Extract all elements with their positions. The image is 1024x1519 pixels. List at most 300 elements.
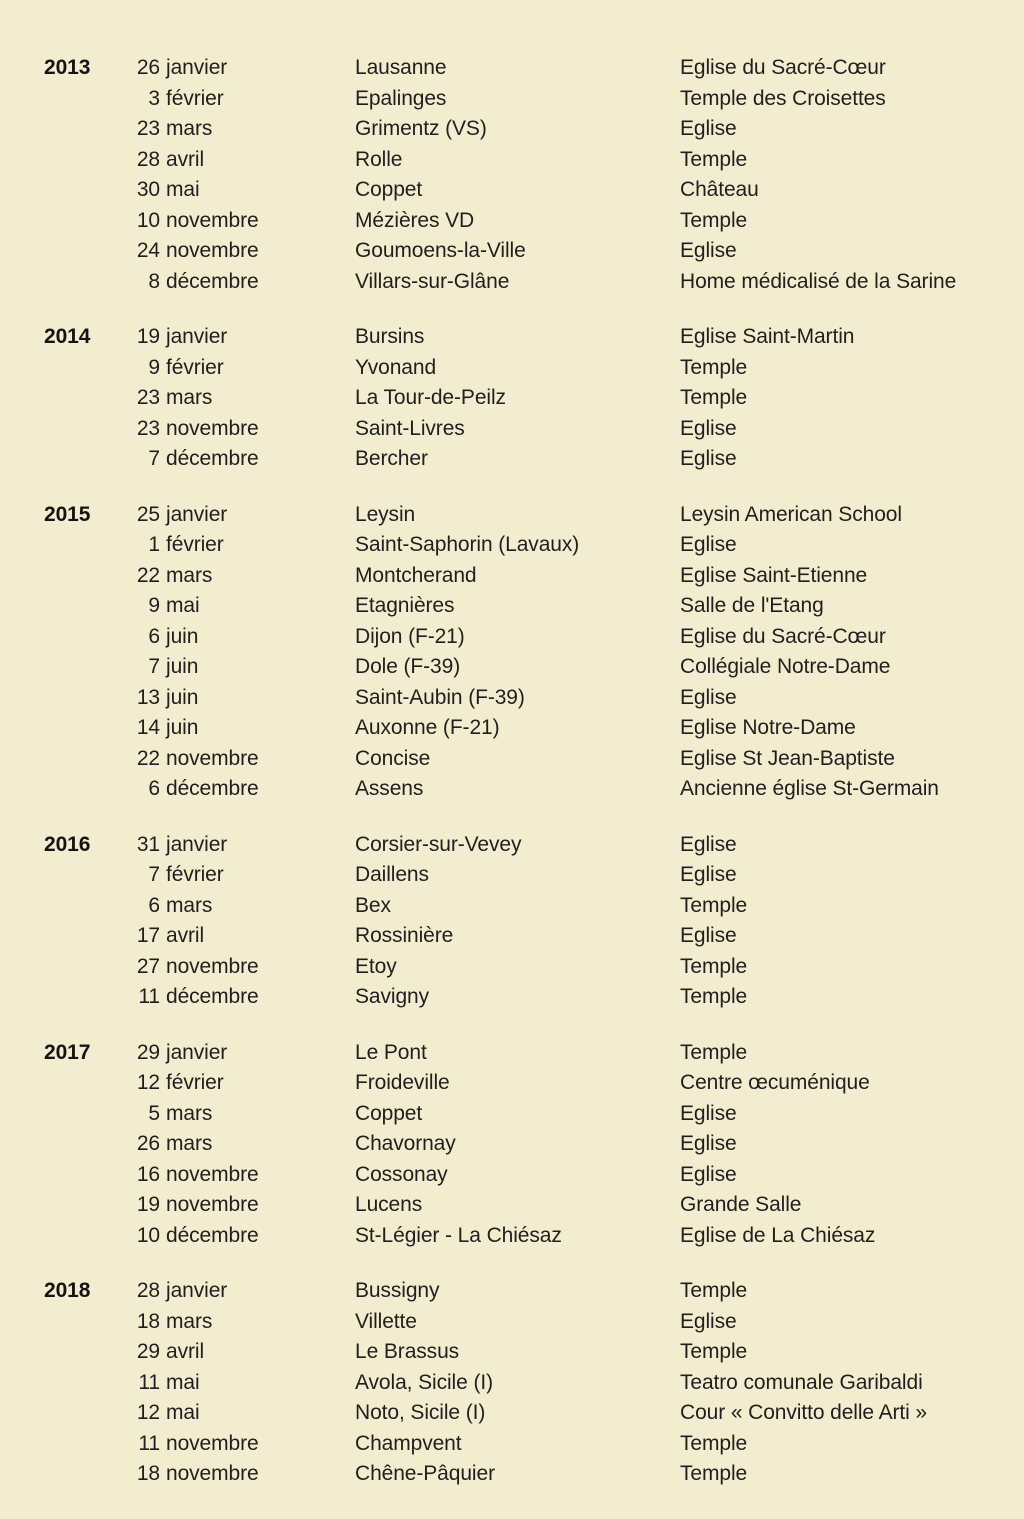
year-label	[44, 921, 133, 952]
event-venue: Eglise	[680, 1132, 737, 1155]
event-venue: Eglise du Sacré-Cœur	[680, 56, 886, 79]
year-label	[44, 414, 133, 445]
event-day: 9	[148, 594, 160, 617]
event-venue: Eglise Saint-Martin	[680, 325, 855, 348]
event-day: 9	[148, 355, 160, 379]
event-place: Assens	[355, 777, 424, 800]
event-month: juin	[166, 655, 199, 678]
event-place: Savigny	[355, 985, 430, 1008]
event-venue: Temple	[680, 1340, 748, 1363]
event-month: décembre	[166, 447, 259, 470]
schedule-row	[44, 1129, 1004, 1160]
event-month: novembre	[166, 1162, 259, 1186]
event-venue: Eglise Saint-Etienne	[680, 563, 868, 587]
year-label	[44, 683, 133, 714]
event-place: Concise	[355, 746, 431, 770]
event-venue: Temple	[680, 386, 748, 409]
event-date	[133, 713, 355, 744]
event-date	[133, 1368, 355, 1399]
event-venue: Temple	[680, 893, 748, 917]
event-place: Coppet	[355, 1101, 423, 1125]
schedule-row	[44, 383, 1004, 414]
event-venue: Eglise	[680, 416, 737, 440]
year-label	[44, 1129, 133, 1160]
event-month: mars	[166, 1101, 213, 1125]
event-month: novembre	[166, 1431, 259, 1455]
year-label	[44, 1398, 133, 1429]
event-venue: Eglise	[680, 832, 737, 856]
event-place: Rossinière	[355, 924, 454, 947]
event-month: novembre	[166, 954, 259, 978]
schedule-row	[44, 353, 1004, 384]
event-day: 7	[148, 863, 160, 886]
schedule-row	[44, 1221, 1004, 1252]
event-date	[133, 952, 355, 983]
event-day: 14	[136, 716, 160, 739]
event-month: décembre	[166, 269, 259, 293]
event-venue: Eglise	[680, 1101, 737, 1125]
schedule-row	[44, 622, 1004, 653]
event-month: janvier	[166, 1279, 228, 1302]
year-label	[44, 561, 133, 592]
event-venue: Eglise de La Chiésaz	[680, 1223, 876, 1247]
event-day: 12	[136, 1401, 160, 1424]
year-label	[44, 952, 133, 983]
event-day: 3	[148, 86, 160, 110]
event-day: 8	[148, 269, 160, 293]
event-venue: Temple des Croisettes	[680, 86, 886, 110]
year-label	[44, 1190, 133, 1221]
event-month: novembre	[166, 746, 259, 770]
event-date	[133, 53, 355, 84]
event-month: avril	[166, 1340, 205, 1363]
year-label	[44, 267, 133, 298]
year-label	[44, 175, 133, 206]
event-venue: Eglise	[680, 533, 737, 556]
event-place: Rolle	[355, 147, 403, 171]
schedule-row	[44, 500, 1004, 531]
event-month: février	[166, 533, 224, 556]
event-place: Saint-Saphorin (Lavaux)	[355, 533, 580, 556]
year-label	[44, 353, 133, 384]
event-place: Chavornay	[355, 1132, 456, 1155]
event-month: mars	[166, 1309, 213, 1333]
event-place: Le Brassus	[355, 1340, 460, 1363]
event-month: janvier	[166, 502, 228, 526]
event-venue: Collégiale Notre-Dame	[680, 655, 891, 678]
event-venue: Grande Salle	[680, 1193, 802, 1216]
event-date	[133, 1307, 355, 1338]
event-date	[133, 236, 355, 267]
event-venue: Centre œcuménique	[680, 1071, 870, 1094]
event-venue: Temple	[680, 355, 748, 379]
event-day: 22	[136, 563, 160, 587]
event-place: Saint-Aubin (F-39)	[355, 685, 525, 709]
schedule-row	[44, 53, 1004, 84]
event-date	[133, 114, 355, 145]
year-label: 2013	[44, 56, 91, 79]
year-label	[44, 1160, 133, 1191]
event-place: Villette	[355, 1309, 417, 1333]
event-month: mars	[166, 563, 213, 587]
event-date	[133, 561, 355, 592]
event-day: 10	[136, 1223, 160, 1247]
event-venue: Temple	[680, 954, 748, 978]
event-date	[133, 1459, 355, 1490]
schedule-row	[44, 1307, 1004, 1338]
year-label	[44, 84, 133, 115]
event-day: 19	[136, 1193, 160, 1216]
event-date	[133, 1099, 355, 1130]
event-month: février	[166, 86, 224, 110]
event-venue: Cour « Convitto delle Arti »	[680, 1401, 927, 1424]
year-label	[44, 982, 133, 1013]
year-label	[44, 774, 133, 805]
event-day: 18	[136, 1309, 160, 1333]
event-day: 7	[148, 447, 160, 470]
event-date	[133, 1038, 355, 1069]
year-label	[44, 1459, 133, 1490]
event-venue: Home médicalisé de la Sarine	[680, 269, 957, 293]
event-place: Lausanne	[355, 56, 447, 79]
event-date	[133, 860, 355, 891]
event-month: novembre	[166, 1193, 259, 1216]
event-date	[133, 1190, 355, 1221]
event-month: juin	[166, 685, 199, 709]
event-day: 28	[136, 1279, 160, 1302]
event-date	[133, 175, 355, 206]
event-place: Froideville	[355, 1071, 450, 1094]
event-month: novembre	[166, 416, 259, 440]
event-date	[133, 622, 355, 653]
event-day: 23	[136, 416, 160, 440]
event-day: 23	[136, 117, 160, 140]
event-venue: Temple	[680, 985, 748, 1008]
year-label	[44, 145, 133, 176]
event-day: 23	[136, 386, 160, 409]
event-date	[133, 353, 355, 384]
event-venue: Eglise	[680, 239, 737, 262]
event-place: Lucens	[355, 1193, 423, 1216]
event-month: mai	[166, 594, 200, 617]
event-venue: Temple	[680, 1279, 748, 1302]
schedule-row	[44, 744, 1004, 775]
schedule-row	[44, 1337, 1004, 1368]
event-date	[133, 1221, 355, 1252]
event-date	[133, 1337, 355, 1368]
event-date	[133, 84, 355, 115]
event-place: Coppet	[355, 178, 423, 201]
year-label	[44, 1099, 133, 1130]
event-place: Le Pont	[355, 1040, 427, 1064]
event-month: décembre	[166, 1223, 259, 1247]
year-label: 2015	[44, 502, 91, 526]
event-venue: Temple	[680, 1040, 748, 1064]
event-venue: Teatro comunale Garibaldi	[680, 1370, 923, 1394]
schedule-row	[44, 1459, 1004, 1490]
year-label	[44, 1307, 133, 1338]
event-day: 18	[136, 1462, 160, 1485]
event-place: Epalinges	[355, 86, 447, 110]
event-place: Montcherand	[355, 563, 477, 587]
event-day: 12	[136, 1071, 160, 1094]
event-place: Bex	[355, 893, 391, 917]
schedule-row	[44, 1160, 1004, 1191]
event-day: 11	[138, 985, 160, 1008]
event-month: novembre	[166, 208, 259, 232]
event-date	[133, 652, 355, 683]
year-label	[44, 713, 133, 744]
event-day: 26	[136, 56, 160, 79]
event-date	[133, 1398, 355, 1429]
schedule-row	[44, 322, 1004, 353]
event-day: 26	[136, 1132, 160, 1155]
schedule-row	[44, 1368, 1004, 1399]
event-month: novembre	[166, 239, 259, 262]
event-place: Leysin	[355, 502, 416, 526]
event-month: juin	[166, 624, 199, 648]
event-date	[133, 383, 355, 414]
event-day: 30	[136, 178, 160, 201]
event-place: St-Légier - La Chiésaz	[355, 1223, 562, 1247]
event-venue: Eglise Notre-Dame	[680, 716, 856, 739]
year-section-2017	[44, 1038, 1004, 1252]
event-venue: Temple	[680, 1431, 748, 1455]
event-month: mars	[166, 386, 213, 409]
event-month: novembre	[166, 1462, 259, 1485]
event-month: janvier	[166, 325, 228, 348]
event-month: mai	[166, 1370, 200, 1394]
year-label	[44, 891, 133, 922]
year-label	[44, 530, 133, 561]
event-place: Villars-sur-Glâne	[355, 269, 510, 293]
event-place: Cossonay	[355, 1162, 448, 1186]
event-month: janvier	[166, 1040, 228, 1064]
event-place: Grimentz (VS)	[355, 117, 487, 140]
schedule-row	[44, 114, 1004, 145]
event-date	[133, 744, 355, 775]
event-month: février	[166, 863, 224, 886]
event-day: 28	[136, 147, 160, 171]
event-venue: Leysin American School	[680, 502, 902, 526]
event-date	[133, 982, 355, 1013]
event-date	[133, 267, 355, 298]
schedule-row	[44, 1068, 1004, 1099]
event-place: Etagnières	[355, 594, 455, 617]
event-venue: Eglise	[680, 1309, 737, 1333]
year-label	[44, 383, 133, 414]
event-place: Bursins	[355, 325, 425, 348]
event-month: février	[166, 1071, 224, 1094]
event-day: 5	[148, 1101, 160, 1125]
event-venue: Temple	[680, 147, 748, 171]
schedule-row	[44, 414, 1004, 445]
year-label	[44, 1429, 133, 1460]
event-month: février	[166, 355, 224, 379]
year-section-2014	[44, 322, 1004, 475]
schedule-row	[44, 175, 1004, 206]
event-place: Dole (F-39)	[355, 655, 461, 678]
event-month: avril	[166, 147, 205, 171]
year-label	[44, 622, 133, 653]
event-day: 16	[136, 1162, 160, 1186]
event-venue: Eglise St Jean-Baptiste	[680, 746, 895, 770]
year-label	[44, 1068, 133, 1099]
event-day: 22	[136, 746, 160, 770]
event-date	[133, 414, 355, 445]
event-date	[133, 1276, 355, 1307]
event-month: avril	[166, 924, 205, 947]
event-venue: Eglise	[680, 685, 737, 709]
schedule-row	[44, 891, 1004, 922]
year-label	[44, 1221, 133, 1252]
event-place: Chêne-Pâquier	[355, 1462, 495, 1485]
year-section-2016	[44, 830, 1004, 1013]
event-day: 13	[136, 685, 160, 709]
event-date	[133, 921, 355, 952]
event-date	[133, 1129, 355, 1160]
event-day: 29	[136, 1040, 160, 1064]
event-day: 11	[138, 1431, 160, 1455]
schedule-row	[44, 774, 1004, 805]
schedule-row	[44, 267, 1004, 298]
schedule-row	[44, 830, 1004, 861]
event-venue: Temple	[680, 208, 748, 232]
event-month: mai	[166, 1401, 200, 1424]
event-place: Bussigny	[355, 1279, 440, 1302]
event-date	[133, 1429, 355, 1460]
year-label: 2016	[44, 832, 91, 856]
event-day: 11	[138, 1370, 160, 1394]
year-label	[44, 744, 133, 775]
year-label	[44, 444, 133, 475]
event-date	[133, 444, 355, 475]
schedule-row	[44, 952, 1004, 983]
event-month: juin	[166, 716, 199, 739]
event-place: Yvonand	[355, 355, 437, 379]
event-date	[133, 500, 355, 531]
year-section-2015	[44, 500, 1004, 805]
event-date	[133, 206, 355, 237]
event-place: Mézières VD	[355, 208, 475, 232]
event-date	[133, 891, 355, 922]
event-day: 27	[136, 954, 160, 978]
event-date	[133, 683, 355, 714]
event-date	[133, 774, 355, 805]
schedule-row	[44, 921, 1004, 952]
event-day: 6	[148, 777, 160, 800]
schedule-row	[44, 84, 1004, 115]
event-day: 6	[148, 893, 160, 917]
event-place: Corsier-sur-Vevey	[355, 832, 522, 856]
schedule-row	[44, 145, 1004, 176]
event-place: Noto, Sicile (I)	[355, 1401, 486, 1424]
event-date	[133, 145, 355, 176]
event-place: Dijon (F-21)	[355, 624, 465, 648]
schedule-row	[44, 561, 1004, 592]
year-label	[44, 114, 133, 145]
event-venue: Château	[680, 178, 759, 201]
event-day: 1	[148, 533, 160, 556]
event-day: 6	[148, 624, 160, 648]
event-day: 24	[136, 239, 160, 262]
year-label	[44, 860, 133, 891]
schedule-row	[44, 860, 1004, 891]
event-day: 10	[136, 208, 160, 232]
event-day: 19	[136, 325, 160, 348]
year-label	[44, 236, 133, 267]
event-venue: Eglise du Sacré-Cœur	[680, 624, 886, 648]
event-venue: Eglise	[680, 117, 737, 140]
schedule-row	[44, 591, 1004, 622]
schedule-row	[44, 713, 1004, 744]
event-date	[133, 1068, 355, 1099]
event-venue: Eglise	[680, 924, 737, 947]
event-month: décembre	[166, 777, 259, 800]
event-month: janvier	[166, 56, 228, 79]
event-place: Avola, Sicile (I)	[355, 1370, 493, 1394]
schedule-row	[44, 652, 1004, 683]
schedule-row	[44, 1099, 1004, 1130]
year-label: 2017	[44, 1040, 91, 1064]
event-day: 17	[136, 924, 160, 947]
event-place: Daillens	[355, 863, 429, 886]
year-section-2013	[44, 53, 1004, 297]
event-day: 31	[136, 832, 160, 856]
event-venue: Temple	[680, 1462, 748, 1485]
event-date	[133, 1160, 355, 1191]
schedule-row	[44, 236, 1004, 267]
event-month: janvier	[166, 832, 228, 856]
event-date	[133, 530, 355, 561]
event-month: mai	[166, 178, 200, 201]
event-venue: Eglise	[680, 863, 737, 886]
year-label	[44, 206, 133, 237]
year-section-2018	[44, 1276, 1004, 1490]
event-venue: Salle de l'Etang	[680, 594, 824, 617]
event-place: La Tour-de-Peilz	[355, 386, 506, 409]
schedule-row	[44, 1398, 1004, 1429]
event-month: mars	[166, 117, 213, 140]
event-place: Bercher	[355, 447, 428, 470]
event-place: Champvent	[355, 1431, 462, 1455]
schedule-row	[44, 683, 1004, 714]
schedule-row	[44, 982, 1004, 1013]
event-day: 25	[136, 502, 160, 526]
event-date	[133, 830, 355, 861]
schedule-row	[44, 1190, 1004, 1221]
year-label	[44, 1368, 133, 1399]
schedule-row	[44, 1276, 1004, 1307]
event-place: Saint-Livres	[355, 416, 465, 440]
year-label	[44, 1337, 133, 1368]
event-date	[133, 322, 355, 353]
event-place: Goumoens-la-Ville	[355, 239, 526, 262]
event-venue: Ancienne église St-Germain	[680, 777, 939, 800]
event-date	[133, 591, 355, 622]
event-day: 29	[136, 1340, 160, 1363]
event-venue: Eglise	[680, 447, 737, 470]
year-label: 2018	[44, 1279, 91, 1302]
year-label	[44, 652, 133, 683]
event-place: Etoy	[355, 954, 397, 978]
event-venue: Eglise	[680, 1162, 737, 1186]
year-label: 2014	[44, 325, 91, 348]
event-month: mars	[166, 1132, 213, 1155]
year-label	[44, 591, 133, 622]
schedule-row	[44, 530, 1004, 561]
event-month: décembre	[166, 985, 259, 1008]
